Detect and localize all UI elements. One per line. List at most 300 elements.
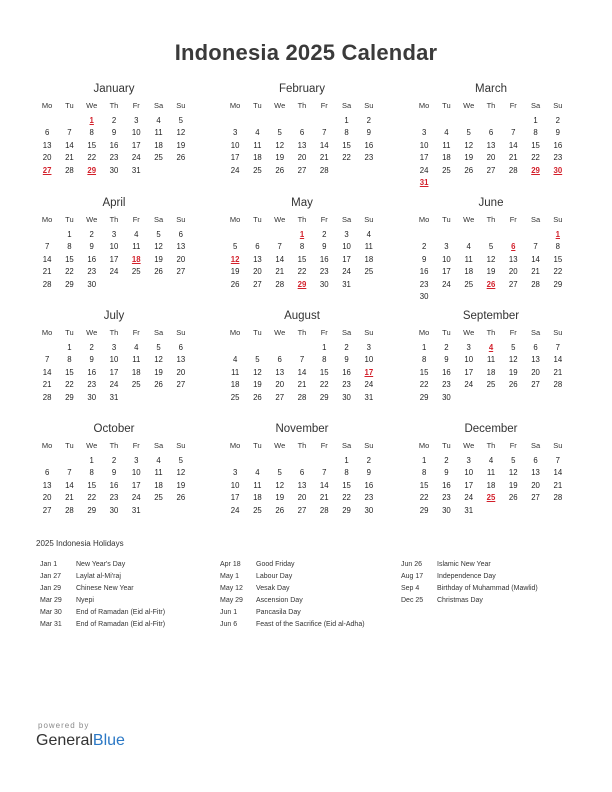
day-cell: 30: [342, 392, 351, 402]
day-cell: 16: [364, 140, 374, 150]
day-cell: 26: [275, 505, 285, 515]
day-cell: 5: [511, 342, 516, 352]
day-cell: 23: [319, 267, 329, 276]
day-cell: 27: [508, 279, 518, 289]
holiday-date: Jun 26: [401, 561, 423, 568]
week-row: [413, 291, 569, 304]
holiday-item: [40, 595, 220, 607]
day-header: Tu: [253, 215, 262, 224]
holiday-day-cell: 12: [230, 254, 240, 264]
day-cell: 26: [253, 392, 262, 402]
week-row: [36, 229, 192, 242]
day-cell: 15: [87, 480, 97, 490]
day-cell: 23: [364, 493, 374, 502]
week-row: [413, 254, 569, 267]
day-cell: 29: [342, 505, 351, 515]
day-cell: 30: [87, 279, 97, 289]
week-row: [224, 367, 380, 380]
day-cell: 23: [342, 380, 351, 389]
day-header: Mo: [41, 101, 53, 110]
empty-cell: [458, 392, 480, 405]
day-cell: 21: [508, 153, 518, 162]
day-cell: 22: [65, 267, 74, 276]
day-cell: 28: [65, 505, 74, 515]
day-cell: 6: [533, 342, 538, 352]
day-cell: 11: [253, 480, 262, 490]
day-header: Fr: [509, 328, 517, 337]
holiday-name: Vesak Day: [256, 585, 290, 592]
day-cell: 16: [442, 367, 451, 377]
day-header: Fr: [132, 328, 140, 337]
day-header: Fr: [132, 441, 140, 450]
day-header: Mo: [418, 101, 430, 110]
day-cell: 5: [156, 229, 161, 239]
holiday-day-cell: 29: [531, 165, 540, 175]
day-of-week-header: [224, 214, 380, 227]
day-cell: 23: [364, 153, 374, 162]
day-cell: 9: [366, 468, 371, 477]
month-name: March: [475, 83, 507, 95]
day-cell: 18: [486, 480, 496, 490]
day-cell: 25: [154, 153, 163, 162]
holidays-title: 2025 Indonesia Holidays: [36, 539, 124, 548]
day-header: Fr: [132, 215, 140, 224]
day-of-week-header: [224, 100, 380, 113]
day-header: Mo: [229, 101, 241, 110]
day-cell: 3: [134, 115, 139, 125]
month-october: [36, 422, 192, 517]
day-header: Tu: [65, 101, 74, 110]
day-of-week-header: [36, 440, 192, 453]
day-header: Mo: [229, 441, 241, 450]
day-header: We: [463, 101, 475, 110]
day-cell: 22: [319, 380, 329, 389]
day-cell: 26: [275, 165, 285, 175]
day-header: Th: [297, 215, 307, 224]
empty-cell: [480, 505, 502, 518]
day-cell: 8: [89, 468, 94, 477]
day-cell: 15: [87, 140, 97, 150]
week-row: [224, 505, 380, 518]
day-cell: 15: [419, 480, 429, 490]
day-cell: 22: [419, 493, 429, 502]
day-cell: 26: [230, 279, 240, 289]
day-cell: 29: [87, 505, 97, 515]
week-row: [413, 177, 569, 190]
holiday-item: [220, 619, 400, 631]
week-row: [224, 480, 380, 493]
empty-cell: [125, 392, 147, 405]
day-cell: 16: [87, 367, 97, 377]
day-cell: 12: [275, 140, 285, 150]
day-cell: 27: [42, 505, 52, 515]
week-row: [224, 115, 380, 128]
day-cell: 30: [319, 279, 329, 289]
day-header: Mo: [229, 328, 241, 337]
day-cell: 19: [176, 480, 186, 490]
day-cell: 11: [154, 468, 163, 477]
empty-cell: [502, 291, 524, 304]
day-cell: 27: [531, 493, 540, 502]
day-of-week-header: [36, 100, 192, 113]
holiday-date: Jan 29: [40, 585, 62, 592]
week-row: [413, 379, 569, 392]
empty-cell: [435, 291, 457, 304]
day-cell: 28: [275, 279, 285, 289]
day-header: Fr: [509, 101, 517, 110]
day-header: Th: [297, 441, 307, 450]
day-header: Th: [486, 328, 496, 337]
day-cell: 27: [297, 165, 307, 175]
month-name: January: [93, 83, 135, 95]
day-cell: 3: [232, 128, 238, 137]
week-row: [224, 492, 380, 505]
day-cell: 1: [67, 342, 72, 352]
day-cell: 22: [531, 153, 540, 162]
day-header: Mo: [41, 328, 53, 337]
day-cell: 24: [131, 153, 141, 162]
day-cell: 5: [156, 342, 161, 352]
empty-cell: [246, 342, 268, 355]
day-cell: 2: [421, 242, 427, 251]
day-cell: 20: [486, 153, 496, 162]
day-cell: 2: [444, 455, 449, 465]
holiday-name: Nyepi: [76, 597, 94, 604]
day-cell: 3: [111, 229, 117, 239]
day-cell: 12: [486, 254, 496, 264]
day-cell: 8: [322, 355, 327, 364]
empty-cell: [524, 229, 546, 242]
empty-cell: [58, 115, 80, 128]
holiday-item: [40, 559, 220, 571]
day-cell: 3: [366, 342, 371, 352]
day-cell: 8: [67, 242, 72, 251]
week-row: [224, 379, 380, 392]
day-cell: 30: [364, 505, 374, 515]
day-cell: 5: [178, 115, 183, 125]
day-cell: 13: [176, 242, 186, 251]
empty-cell: [291, 115, 313, 128]
day-cell: 8: [89, 128, 94, 137]
day-cell: 19: [464, 153, 474, 162]
day-cell: 26: [508, 493, 518, 502]
day-of-week-header: [413, 100, 569, 113]
week-row: [224, 165, 380, 178]
day-cell: 25: [364, 267, 374, 276]
day-cell: 17: [464, 367, 474, 377]
empty-cell: [36, 342, 58, 355]
day-header: Tu: [442, 101, 451, 110]
holiday-name: End of Ramadan (Eid al-Fitr): [76, 609, 166, 616]
day-cell: 14: [553, 468, 563, 477]
day-cell: 29: [65, 279, 74, 289]
day-cell: 30: [442, 392, 451, 402]
day-cell: 18: [364, 254, 374, 264]
day-cell: 21: [42, 380, 52, 389]
day-cell: 28: [553, 493, 563, 502]
holiday-day-cell: 25: [486, 493, 496, 502]
day-cell: 22: [553, 267, 563, 276]
day-cell: 17: [464, 480, 474, 490]
day-cell: 8: [421, 468, 427, 477]
day-cell: 23: [442, 380, 451, 389]
day-cell: 15: [419, 367, 429, 377]
empty-cell: [358, 279, 380, 292]
day-cell: 20: [297, 493, 307, 502]
week-row: [224, 140, 380, 153]
day-cell: 13: [297, 140, 307, 150]
week-row: [36, 492, 192, 505]
day-cell: 10: [230, 480, 240, 490]
empty-cell: [170, 505, 192, 518]
month-name: October: [93, 423, 135, 435]
day-cell: 25: [230, 392, 240, 402]
day-cell: 2: [366, 455, 371, 465]
month-name: February: [278, 83, 326, 95]
empty-cell: [36, 229, 58, 242]
day-cell: 3: [466, 342, 471, 352]
week-row: [413, 127, 569, 140]
day-cell: 21: [65, 493, 74, 502]
day-cell: 8: [555, 242, 560, 251]
day-cell: 9: [89, 355, 94, 364]
day-header: Fr: [320, 328, 328, 337]
day-header: Th: [297, 101, 307, 110]
day-cell: 6: [488, 128, 494, 137]
empty-cell: [524, 505, 546, 518]
day-cell: 24: [230, 505, 240, 515]
day-cell: 13: [508, 254, 518, 264]
day-cell: 30: [87, 392, 97, 402]
holiday-item: [40, 583, 220, 595]
day-header: Su: [553, 215, 563, 224]
day-cell: 10: [464, 355, 474, 364]
day-cell: 3: [344, 229, 349, 239]
brand-logo[interactable]: [36, 732, 125, 750]
day-cell: 27: [531, 380, 540, 389]
day-header: Sa: [341, 328, 352, 337]
day-cell: 22: [342, 153, 351, 162]
day-cell: 12: [253, 367, 262, 377]
week-row: [36, 279, 192, 292]
week-row: [224, 279, 380, 292]
empty-cell: [269, 455, 291, 468]
week-row: [36, 115, 192, 128]
day-cell: 28: [65, 165, 74, 175]
holiday-day-cell: 1: [89, 115, 94, 125]
holiday-item: [220, 607, 400, 619]
holiday-item: [401, 571, 581, 583]
day-cell: 6: [299, 468, 305, 477]
day-cell: 13: [253, 254, 262, 264]
week-row: [36, 266, 192, 279]
day-cell: 11: [442, 140, 451, 150]
day-cell: 18: [486, 367, 496, 377]
day-cell: 3: [466, 455, 471, 465]
empty-cell: [524, 291, 546, 304]
day-cell: 3: [111, 342, 117, 352]
empty-cell: [170, 165, 192, 178]
holiday-date: May 29: [220, 597, 243, 604]
day-cell: 9: [344, 355, 349, 364]
holiday-day-cell: 29: [87, 165, 97, 175]
day-cell: 19: [508, 480, 518, 490]
day-cell: 13: [531, 355, 540, 364]
day-cell: 29: [319, 392, 329, 402]
empty-cell: [458, 115, 480, 128]
day-cell: 16: [419, 267, 429, 276]
day-cell: 20: [176, 254, 186, 264]
empty-cell: [170, 392, 192, 405]
day-cell: 5: [255, 355, 260, 364]
day-cell: 25: [486, 380, 496, 389]
day-cell: 6: [178, 229, 183, 239]
day-cell: 23: [553, 153, 563, 162]
day-cell: 4: [255, 468, 260, 477]
day-cell: 19: [154, 254, 163, 264]
day-cell: 29: [419, 505, 429, 515]
holiday-day-cell: 6: [511, 242, 516, 251]
day-header: We: [86, 215, 98, 224]
week-row: [413, 367, 569, 380]
week-row: [224, 342, 380, 355]
holiday-day-cell: 26: [486, 279, 496, 289]
holiday-name: Christmas Day: [437, 597, 483, 604]
day-cell: 31: [464, 505, 474, 515]
month-name: May: [291, 197, 313, 209]
day-cell: 20: [42, 493, 52, 502]
day-cell: 20: [508, 267, 518, 276]
day-cell: 6: [533, 455, 538, 465]
day-cell: 6: [299, 128, 305, 137]
holiday-date: Jun 6: [220, 621, 238, 628]
day-cell: 24: [109, 267, 119, 276]
day-header: We: [463, 441, 475, 450]
day-cell: 14: [65, 140, 74, 150]
holiday-item: [401, 559, 581, 571]
month-name: July: [103, 310, 125, 322]
week-row: [36, 480, 192, 493]
day-cell: 27: [275, 392, 285, 402]
day-cell: 24: [464, 493, 474, 502]
day-cell: 18: [154, 480, 163, 490]
day-header: Su: [364, 441, 374, 450]
day-cell: 6: [255, 242, 260, 251]
holiday-day-cell: 30: [553, 165, 563, 175]
day-cell: 9: [366, 128, 371, 137]
day-cell: 12: [176, 128, 186, 137]
day-cell: 30: [109, 165, 119, 175]
week-row: [224, 392, 380, 405]
day-cell: 17: [230, 153, 240, 162]
day-cell: 21: [65, 153, 74, 162]
day-header: Th: [109, 215, 119, 224]
day-cell: 1: [67, 229, 72, 239]
empty-cell: [125, 279, 147, 292]
day-cell: 25: [131, 267, 141, 276]
day-header: Sa: [341, 215, 352, 224]
day-cell: 7: [44, 242, 50, 251]
week-row: [36, 455, 192, 468]
empty-cell: [224, 342, 246, 355]
week-row: [413, 480, 569, 493]
day-cell: 19: [176, 140, 186, 150]
day-header: We: [274, 215, 286, 224]
day-cell: 31: [342, 279, 351, 289]
empty-cell: [291, 342, 313, 355]
day-cell: 23: [419, 279, 429, 289]
day-cell: 20: [275, 380, 285, 389]
day-cell: 2: [111, 115, 117, 125]
day-cell: 17: [419, 153, 429, 162]
day-cell: 27: [176, 267, 186, 276]
day-cell: 12: [154, 355, 163, 364]
day-header: Mo: [229, 215, 241, 224]
month-march: [413, 82, 569, 190]
day-header: Fr: [509, 441, 517, 450]
day-header: Su: [553, 328, 563, 337]
week-row: [413, 392, 569, 405]
day-cell: 23: [109, 493, 119, 502]
empty-cell: [502, 392, 524, 405]
powered-by-text: powered by: [38, 721, 90, 730]
day-header: Tu: [253, 328, 262, 337]
week-row: [413, 241, 569, 254]
day-cell: 11: [253, 140, 262, 150]
day-cell: 14: [553, 355, 563, 364]
day-cell: 2: [322, 229, 327, 239]
day-cell: 14: [319, 480, 329, 490]
day-cell: 9: [444, 355, 449, 364]
day-cell: 2: [111, 455, 117, 465]
day-header: Fr: [320, 441, 328, 450]
day-cell: 25: [442, 165, 451, 175]
day-header: Mo: [41, 215, 53, 224]
day-cell: 13: [275, 367, 285, 377]
day-cell: 9: [421, 254, 427, 264]
day-cell: 9: [555, 128, 560, 137]
day-header: Fr: [320, 101, 328, 110]
day-cell: 26: [176, 493, 186, 502]
day-cell: 17: [131, 140, 141, 150]
week-row: [36, 165, 192, 178]
week-row: [413, 455, 569, 468]
holiday-name: Laylat al-Mi'raj: [76, 573, 121, 580]
day-cell: 21: [319, 153, 329, 162]
day-cell: 28: [42, 279, 52, 289]
day-cell: 10: [109, 355, 119, 364]
day-cell: 26: [508, 380, 518, 389]
holidays-column: [401, 559, 581, 607]
day-header: Tu: [65, 215, 74, 224]
page-title: Indonesia 2025 Calendar: [174, 40, 438, 65]
day-cell: 8: [299, 242, 305, 251]
empty-cell: [313, 455, 335, 468]
day-header: We: [463, 215, 475, 224]
day-cell: 6: [44, 128, 50, 137]
day-header: Su: [553, 101, 563, 110]
empty-cell: [269, 115, 291, 128]
day-cell: 16: [87, 254, 97, 264]
holiday-name: Islamic New Year: [437, 561, 491, 568]
day-cell: 13: [531, 468, 540, 477]
day-cell: 15: [297, 254, 307, 264]
day-header: Su: [364, 215, 374, 224]
day-cell: 11: [154, 128, 163, 137]
week-row: [36, 140, 192, 153]
day-cell: 5: [511, 455, 516, 465]
day-cell: 20: [297, 153, 307, 162]
